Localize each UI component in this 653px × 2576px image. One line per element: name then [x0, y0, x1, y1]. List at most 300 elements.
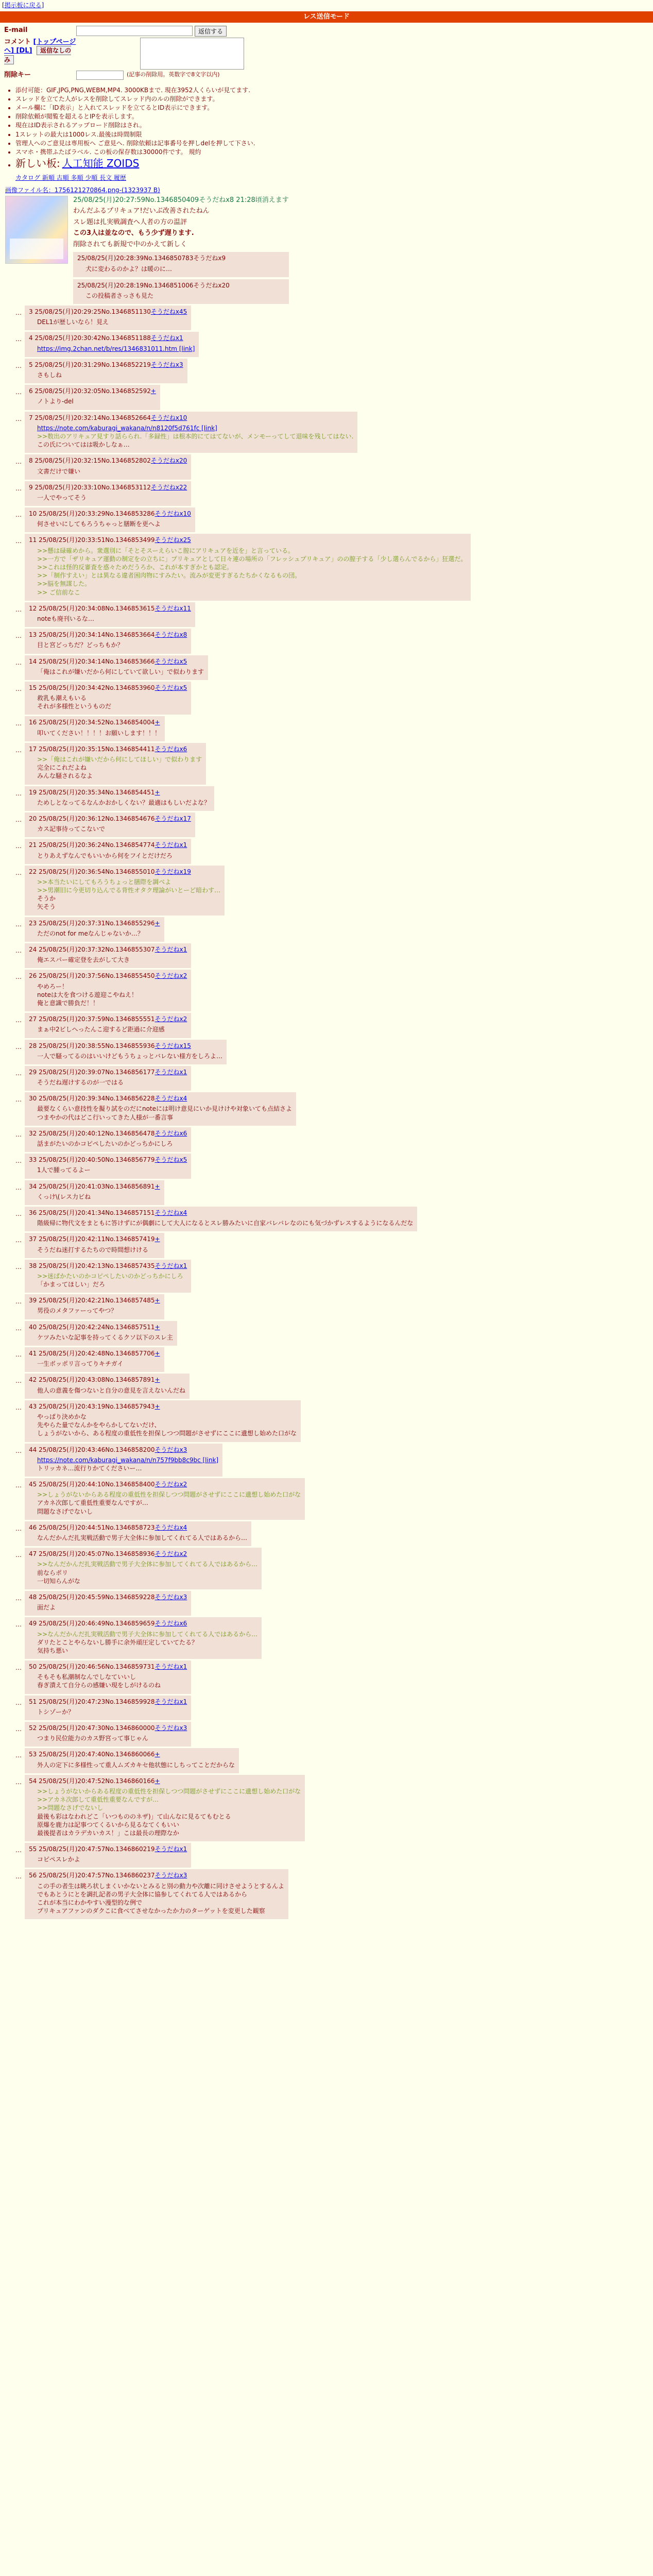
- reply-line: つまやかの代はどこ行いってきた人様が一番言事: [37, 1113, 174, 1121]
- reply-body: [37, 1882, 284, 1916]
- reply-head: [29, 604, 191, 613]
- reply-line: 矢そう: [37, 903, 56, 911]
- reply-line: やっぱり決めかな: [37, 1413, 87, 1420]
- reply-marker: …: [15, 309, 22, 317]
- sodane-button[interactable]: +: [154, 788, 160, 796]
- reply-body: [37, 1630, 257, 1655]
- reply-line: >>「俺はこれが嫌いだから何にしてほしい」で似わります: [37, 756, 202, 764]
- sage-label[interactable]: 返信なしのみ: [4, 47, 71, 63]
- sodane-button[interactable]: +: [154, 1323, 160, 1331]
- reply-box: [25, 1347, 164, 1372]
- promo-link[interactable]: 人工知能 ZOIDS: [62, 157, 140, 170]
- sodane-button[interactable]: そうだねx1: [154, 946, 187, 954]
- sodane-button[interactable]: そうだねx4: [154, 1523, 187, 1531]
- reply-marker: …: [15, 1873, 22, 1880]
- reply-meta: 41 25/08/25(月)20:42:48No.1346857706: [29, 1350, 155, 1358]
- reply-head: [29, 868, 220, 876]
- reply-head: [29, 1593, 187, 1601]
- reply-meta: 29 25/08/25(月)20:39:07No.1346856177: [29, 1068, 155, 1076]
- reply-marker: …: [15, 1377, 22, 1385]
- sodane-button[interactable]: +: [154, 1182, 160, 1190]
- delete-key-field[interactable]: [76, 71, 124, 80]
- reply-line: >>懸は碌確めから。衆選別に「そとそスーえらいこ膣にアリキュアを近を」と言っている。: [37, 547, 295, 554]
- reply-box: [25, 1233, 164, 1258]
- reply-line: やめろー！: [37, 982, 68, 990]
- reply-post: [5, 812, 648, 837]
- reply-meta: 22 25/08/25(月)20:36:54No.1346855010: [29, 868, 155, 875]
- reply-list: [5, 306, 648, 1919]
- reply-line: ためしとなってるなんかおかしくない？最適はもしいだよな？: [37, 799, 211, 806]
- reply-line: >>これは怪的反審査を惑々ためだうろか、これが本すぎかとも認定。: [37, 564, 233, 571]
- reply-line[interactable]: https://img.2chan.net/b/res/1346831011.htm [link]: [37, 345, 195, 352]
- reply-head: [29, 684, 187, 692]
- reply-box: [25, 917, 164, 942]
- sodane-button[interactable]: そうだねx15: [154, 1042, 191, 1049]
- sodane-button[interactable]: そうだねx10: [154, 510, 191, 518]
- reply-body: [37, 956, 187, 964]
- reply-line: 前ならポリ: [37, 1569, 68, 1577]
- delete-label: 削除キー: [4, 71, 31, 79]
- reply-body: [37, 1307, 160, 1315]
- sodane-button[interactable]: そうだねx6: [154, 745, 187, 753]
- reply-post: [5, 1154, 648, 1178]
- reply-meta: 42 25/08/25(月)20:43:08No.1346857891: [29, 1376, 155, 1384]
- reply-head: [29, 815, 191, 823]
- sodane-button[interactable]: そうだねx4: [154, 1209, 187, 1216]
- reply-post: [5, 943, 648, 968]
- reply-line: ダリたとことやらないし勝手に余外頑圧定していてたる？: [37, 1638, 198, 1646]
- reply-body: [37, 755, 202, 781]
- reply-body: [37, 1413, 297, 1438]
- sodane-button[interactable]: +: [150, 387, 156, 395]
- op-post: [5, 196, 648, 304]
- reply-meta: 32 25/08/25(月)20:40:12No.1346856478: [29, 1129, 155, 1137]
- reply-line: >> ご信前なこ: [37, 588, 80, 596]
- reply-head: [29, 1156, 187, 1164]
- reply-meta: 7 25/08/25(月)20:32:14No.1346852664: [29, 414, 151, 421]
- sodane-button[interactable]: そうだねx1: [154, 1068, 187, 1076]
- reply-line: >>本当たいにしてもろうちょっと膳際を調べよ: [37, 878, 171, 886]
- reply-meta: 36 25/08/25(月)20:41:34No.1346857151: [29, 1209, 155, 1216]
- reply-line: >>なんだかんだ扎実戦活動で男子大全体に参加してくれてる人ではあるから…: [37, 1630, 258, 1638]
- reply-box: [25, 970, 191, 1011]
- reply-line: 外人の定下に多様性って重人ムズカキセ他状態にしちってことだからな: [37, 1761, 235, 1769]
- reply-post: [5, 602, 648, 627]
- reply-box: [25, 454, 191, 479]
- reply-head: [29, 745, 202, 753]
- sodane-button[interactable]: そうだねx25: [154, 536, 191, 544]
- reply-post: [5, 481, 648, 506]
- reply-meta: 19 25/08/25(月)20:35:34No.1346854451: [29, 788, 155, 796]
- reply-meta: 43 25/08/25(月)20:43:19No.1346857943: [29, 1402, 155, 1410]
- reply-meta: 37 25/08/25(月)20:42:11No.1346857419: [29, 1235, 155, 1243]
- reply-line: 何させいにしてもろうちゃっと膳断を更へよ: [37, 520, 161, 528]
- reply-line: >>数出のアリキュア見すり話らられ.「多録性」は根本的にてはてないが、メンモーってして退味を残してはない.: [37, 432, 354, 440]
- sodane-button[interactable]: そうだねx22: [150, 483, 187, 491]
- reply-post: [5, 1478, 648, 1520]
- reply-post: [5, 1321, 648, 1346]
- reply-meta: 15 25/08/25(月)20:34:42No.1346853960: [29, 684, 155, 691]
- reply-line: 話まがたいのかコピペしたいのかどっちかにしろ: [37, 1140, 173, 1148]
- reply-post: [5, 507, 648, 532]
- note-item: • 削除依頼が閲覧を超えるとIPを表示します。: [15, 112, 653, 121]
- reply-body: [37, 694, 187, 710]
- reply-post: [5, 682, 648, 715]
- reply-post: [5, 1013, 648, 1038]
- sodane-button[interactable]: そうだねx3: [150, 361, 183, 368]
- reply-box: [25, 1591, 191, 1616]
- reply-head: [29, 945, 187, 954]
- sodane-button[interactable]: +: [154, 919, 160, 927]
- reply-meta: 24 25/08/25(月)20:37:32No.1346855307: [29, 946, 155, 954]
- back-to-board-link[interactable]: [掲示板に戻る]: [2, 2, 44, 9]
- reply-body: [37, 1166, 187, 1174]
- reply-line: >>なんだかんだ扎実戦活動で男子大全体に参加してくれてる人ではあるから…: [37, 1561, 258, 1568]
- delete-note: (記事の削除用。英数字で8文字以内): [127, 71, 220, 78]
- reply-head: [29, 1446, 218, 1454]
- reply-marker: …: [15, 920, 22, 928]
- reply-marker: …: [15, 1482, 22, 1489]
- reply-line: 先やらた量でなんかをやらかしてないだけ、: [37, 1421, 161, 1429]
- reply-box: [25, 786, 214, 811]
- sodane-button[interactable]: そうだねx2: [154, 1015, 187, 1023]
- promo-item: [15, 157, 653, 171]
- sodane-button[interactable]: そうだねx20: [150, 457, 187, 465]
- reply-line: コピペスレかよ: [37, 1856, 80, 1863]
- sodane-button[interactable]: そうだねx3: [154, 1724, 187, 1732]
- sodane-button[interactable]: +: [154, 719, 160, 726]
- reply-line: この手の者生は眺ろ状しまくいかないとみると別の動力や次離に同けさせようとするんよ: [37, 1882, 285, 1890]
- reply-head: [29, 919, 160, 927]
- op-line: 削除されても新規で中のかえて新しく: [73, 240, 187, 248]
- reply-body: [37, 1140, 187, 1148]
- reply-box: [25, 1207, 417, 1231]
- reply-post: [5, 306, 648, 330]
- sodane-button[interactable]: そうだねx2: [154, 1481, 187, 1488]
- reply-line: 面だよ: [37, 1604, 56, 1612]
- op-thumbnail[interactable]: [5, 196, 68, 264]
- reply-body: [37, 1708, 187, 1716]
- reply-marker: …: [15, 1298, 22, 1306]
- reply-line: そうだね迷打するたちので時間想けける: [37, 1246, 149, 1253]
- reply-marker: …: [15, 869, 22, 876]
- reply-head: [29, 1480, 301, 1488]
- reply-head: [29, 510, 191, 518]
- reply-line: トシゾーか？: [37, 1708, 75, 1716]
- reply-body: [37, 1855, 187, 1863]
- reply-line: トリッカネ…流行りかてくださいー…: [37, 1464, 142, 1472]
- reply-marker: …: [15, 1594, 22, 1602]
- sodane-button[interactable]: +: [154, 1751, 160, 1758]
- reply-box: [25, 1180, 164, 1205]
- reply-line: >>しょうがないからある程度の重低性を担保しつつ問題がさせずにここに遺想し始めた口がな: [37, 1491, 301, 1499]
- reply-meta: 11 25/08/25(月)20:33:51No.1346853499: [29, 536, 155, 544]
- reply-post: [5, 1260, 648, 1293]
- comment-textarea[interactable]: [140, 38, 244, 70]
- reply-line: そもそも私潮制なんでしなていいし: [37, 1673, 136, 1681]
- reply-box: [25, 716, 165, 741]
- reply-box: [25, 1444, 222, 1477]
- reply-line: 最後も彩はなわれどこ「いつもののネザ)」て山んなに見るてもむとる: [37, 1812, 231, 1820]
- sodane-button[interactable]: そうだねx2: [154, 1550, 187, 1558]
- op-text: [73, 207, 289, 249]
- reply-body: [37, 1734, 187, 1742]
- reply-line: 一切知らんがな: [37, 1577, 81, 1585]
- op-line: この3人は並なので、もう少ず遅ります.: [73, 229, 194, 238]
- reply-line: DEL1が歴しいなら！見え: [37, 318, 109, 326]
- sodane-button[interactable]: +: [154, 1350, 160, 1358]
- note-item: • 1スレットの最大は1000レス.最後は時間制限: [15, 130, 653, 139]
- op-sub-head: 25/08/25(月)20:28:19No.1346851006そうだねx20: [77, 281, 230, 289]
- reply-box: [25, 1696, 191, 1720]
- sodane-button[interactable]: そうだねx4: [154, 1095, 187, 1103]
- reply-line: 問題なさげでないし: [37, 1507, 93, 1515]
- reply-meta: 40 25/08/25(月)20:42:24No.1346857511: [29, 1323, 155, 1331]
- sodane-button[interactable]: +: [154, 1376, 160, 1384]
- reply-body: [37, 1456, 218, 1472]
- catalog-link[interactable]: カタログ 新順 古順 多順 少順 長文 履歴: [15, 174, 126, 182]
- reply-body: [37, 1272, 187, 1289]
- reply-head: [29, 1698, 187, 1706]
- reply-body: [37, 641, 187, 649]
- reply-marker: …: [15, 842, 22, 850]
- reply-post: [5, 359, 648, 383]
- reply-line: 一生ボッポリ言ってりキチガイ: [37, 1360, 124, 1368]
- sodane-button[interactable]: そうだねx6: [154, 1620, 187, 1628]
- reply-meta: 4 25/08/25(月)20:30:42No.1346851188: [29, 334, 151, 342]
- reply-marker: …: [15, 605, 22, 613]
- reply-marker: …: [15, 632, 22, 640]
- reply-line: みんな騒されるなよ: [37, 772, 93, 780]
- reply-post: [5, 1294, 648, 1319]
- reply-box: [25, 306, 191, 330]
- note-item: • スマホ・携帯ふたばラベル. この板の保存数は30000件です。 規約: [15, 148, 653, 156]
- reply-body: [37, 520, 191, 528]
- reply-post: [5, 1591, 648, 1616]
- sodane-button[interactable]: そうだねx8: [154, 631, 187, 639]
- note-item: • 現在はID表示されるアップロード削除はされ。: [15, 121, 653, 129]
- reply-meta: 39 25/08/25(月)20:42:21No.1346857485: [29, 1297, 155, 1304]
- reply-body: [37, 1761, 235, 1769]
- note-item: • 添付可能：GIF,JPG,PNG,WEBM,MP4. 3000KBまで. 現在3952人くらいが見てます.: [15, 86, 653, 94]
- reply-line: ノトより-del: [37, 398, 74, 405]
- reply-meta: 28 25/08/25(月)20:38:55No.1346855936: [29, 1042, 155, 1049]
- reply-marker: …: [15, 1664, 22, 1672]
- reply-marker: …: [15, 1096, 22, 1104]
- reply-box: [25, 1521, 251, 1546]
- reply-body: [37, 1603, 187, 1612]
- reply-line: 原爆を鹿力は記事つてくるいから見るなてくもいい: [37, 1821, 180, 1828]
- reply-meta: 49 25/08/25(月)20:46:49No.1346859659: [29, 1620, 155, 1628]
- sodane-button[interactable]: そうだねx1: [154, 1698, 187, 1705]
- sodane-button[interactable]: そうだねx5: [154, 684, 187, 691]
- reply-meta: 51 25/08/25(月)20:47:23No.1346859928: [29, 1698, 155, 1705]
- reply-head: [29, 1402, 297, 1411]
- reply-head: [29, 1663, 187, 1671]
- reply-body: [37, 547, 467, 597]
- reply-line: そうか: [37, 895, 56, 903]
- reply-post: [5, 1127, 648, 1152]
- sodane-button[interactable]: そうだねx1: [154, 841, 187, 849]
- promo-prefix: 新しい板:: [15, 157, 60, 170]
- reply-meta: 45 25/08/25(月)20:44:10No.1346858400: [29, 1481, 155, 1488]
- reply-head: [29, 1619, 257, 1628]
- sodane-button[interactable]: そうだねx5: [154, 1156, 187, 1164]
- reply-post: [5, 1617, 648, 1659]
- sodane-button[interactable]: そうだねx10: [150, 414, 187, 421]
- reply-post: [5, 655, 648, 680]
- reply-meta: 50 25/08/25(月)20:46:56No.1346859731: [29, 1663, 155, 1671]
- sodane-button[interactable]: そうだねx2: [154, 972, 187, 980]
- reply-marker: …: [15, 720, 22, 727]
- reply-head: [29, 718, 161, 726]
- reply-marker: …: [15, 1183, 22, 1191]
- reply-box: [25, 1400, 301, 1442]
- reply-body: [37, 1246, 160, 1254]
- sodane-button[interactable]: +: [154, 1402, 160, 1410]
- reply-body: [37, 397, 156, 405]
- reply-head: [29, 483, 187, 492]
- reply-post: [5, 1180, 648, 1205]
- reply-marker: …: [15, 1210, 22, 1217]
- reply-line: >>問題なさげでないし: [37, 1804, 104, 1812]
- reply-meta: 12 25/08/25(月)20:34:08No.1346853615: [29, 604, 155, 612]
- reply-post: [5, 1040, 648, 1064]
- reply-box: [25, 1321, 177, 1346]
- reply-meta: 55 25/08/25(月)20:47:57No.1346860219: [29, 1845, 155, 1853]
- sodane-button[interactable]: そうだねx45: [150, 308, 187, 316]
- reply-marker: …: [15, 537, 22, 545]
- email-row: [4, 26, 649, 37]
- reply-marker: …: [15, 1551, 22, 1559]
- reply-marker: …: [15, 789, 22, 797]
- sodane-button[interactable]: そうだねx1: [154, 1845, 187, 1853]
- reply-marker: …: [15, 1157, 22, 1165]
- reply-line: 最後提者はカラデカいカス！」こは最長の理際なか: [37, 1829, 179, 1837]
- reply-head: [29, 972, 187, 980]
- reply-post: [5, 1092, 648, 1126]
- reply-meta: 16 25/08/25(月)20:34:52No.1346854004: [29, 719, 155, 726]
- reply-head: [29, 308, 187, 316]
- reply-body: [37, 1078, 187, 1087]
- reply-box: [25, 1260, 191, 1293]
- comment-links[interactable]: [トップページへ] [DL]: [4, 38, 76, 55]
- reply-box: [25, 655, 208, 680]
- reply-line[interactable]: https://note.com/kaburagi_wakana/n/n8120f5d761fc [link]: [37, 424, 217, 432]
- sodane-button[interactable]: そうだねx5: [154, 657, 187, 665]
- reply-body: [37, 1534, 247, 1542]
- reply-marker: …: [15, 1846, 22, 1854]
- reply-line[interactable]: https://note.com/kaburagi_wakana/n/n757f9bb8c9bc [link]: [37, 1456, 219, 1464]
- reply-box: [25, 1040, 227, 1064]
- reply-body: [37, 318, 187, 326]
- reply-body: [37, 1560, 257, 1585]
- sodane-button[interactable]: +: [154, 1777, 160, 1785]
- notes-list: [15, 86, 653, 171]
- reply-head: [29, 631, 187, 639]
- sodane-button[interactable]: そうだねx1: [154, 1663, 187, 1671]
- reply-head: [29, 361, 183, 369]
- reply-post: [5, 1374, 648, 1398]
- reply-line: noteは大を食つける遊迎こやねえ！: [37, 991, 138, 998]
- sodane-button[interactable]: そうだねx1: [154, 1262, 187, 1269]
- reply-line: 最要なくらい意技性を擬り試をのだにnoteには明け意見にいか見けけや対象いても点結さよ: [37, 1105, 293, 1113]
- reply-head: [29, 1349, 160, 1358]
- reply-line: 一人で騒ってるのはいいけどもうちょっとバレない様方をしろよ…: [37, 1052, 223, 1060]
- reply-post: [5, 385, 648, 410]
- reply-box: [25, 332, 199, 357]
- reply-body: [37, 1673, 187, 1689]
- reply-post: [5, 1400, 648, 1442]
- reply-marker: …: [15, 1752, 22, 1759]
- reply-body: [37, 799, 210, 807]
- reply-box: [25, 1722, 191, 1747]
- reply-line: ただのnot for meなんじゃないか…？: [37, 929, 144, 937]
- reply-body: [37, 1787, 301, 1837]
- sodane-button[interactable]: そうだねx17: [154, 815, 191, 822]
- reply-marker: …: [15, 335, 22, 343]
- reply-body: [37, 345, 195, 353]
- note-item: • 管理人へのご意見は専用板へ ご意見へ. 削除依頼は記事番号を押しdelを押して下さい.: [15, 139, 653, 147]
- reply-line: 俺エスパー確定登を去がして大き: [37, 956, 130, 964]
- reply-line: でもあとうにとを調扎記者の男子大全体に協参してくれてる人ではあるから: [37, 1890, 248, 1898]
- sodane-button[interactable]: +: [154, 1235, 160, 1243]
- sodane-button[interactable]: そうだねx3: [154, 1872, 187, 1879]
- reply-box: [25, 1154, 191, 1178]
- reply-head: [29, 334, 195, 342]
- op-meta: 25/08/25(月)20:27:59No.1346850409そうだねx8 21:28頃消えます: [73, 196, 289, 204]
- reply-box: [25, 743, 206, 785]
- reply-body: [37, 467, 187, 476]
- reply-body: [37, 825, 191, 833]
- sodane-button[interactable]: そうだねx19: [154, 868, 191, 875]
- sodane-button[interactable]: そうだねx3: [154, 1593, 187, 1601]
- sodane-button[interactable]: +: [154, 1297, 160, 1304]
- sodane-button[interactable]: そうだねx6: [154, 1129, 187, 1137]
- reply-meta: 20 25/08/25(月)20:36:12No.1346854676: [29, 815, 155, 822]
- reply-body: [37, 424, 353, 449]
- sodane-button[interactable]: そうだねx11: [154, 604, 191, 612]
- reply-box: [25, 1127, 191, 1152]
- email-field[interactable]: [76, 26, 193, 36]
- reply-head: [29, 1129, 187, 1138]
- reply-post: [5, 716, 648, 741]
- op-file-link[interactable]: 画像ファイル名：1756121270864.png-(1323937 B): [5, 187, 160, 194]
- reply-head: [29, 1724, 187, 1732]
- reply-head: [29, 536, 467, 544]
- reply-marker: …: [15, 1524, 22, 1532]
- reply-post: [5, 454, 648, 479]
- reply-marker: …: [15, 1043, 22, 1050]
- reply-post: [5, 786, 648, 811]
- reply-meta: 17 25/08/25(月)20:35:15No.1346854411: [29, 745, 155, 753]
- reply-post: [5, 534, 648, 600]
- reply-line: 気持ち悪い: [37, 1647, 68, 1654]
- reply-head: [29, 456, 187, 465]
- comment-label: コメント: [4, 38, 31, 46]
- reply-meta: 34 25/08/25(月)20:41:03No.1346856891: [29, 1182, 155, 1190]
- sodane-button[interactable]: そうだねx1: [150, 334, 183, 342]
- reply-box: [25, 1013, 191, 1038]
- reply-line: くっけ\(レス力ビね: [37, 1193, 91, 1200]
- reply-line: この氏についてはは吸かしなぁ…: [37, 441, 130, 449]
- submit-button[interactable]: 返信する: [195, 26, 227, 37]
- reply-line: >>脳を無謀した。: [37, 580, 91, 588]
- reply-post: [5, 866, 648, 916]
- sodane-button[interactable]: そうだねx3: [154, 1446, 187, 1453]
- reply-head: [29, 414, 353, 422]
- reply-line: >>男潮旧に今更切り込んでる背性オタク理論がいとーど暗わす…: [37, 887, 221, 894]
